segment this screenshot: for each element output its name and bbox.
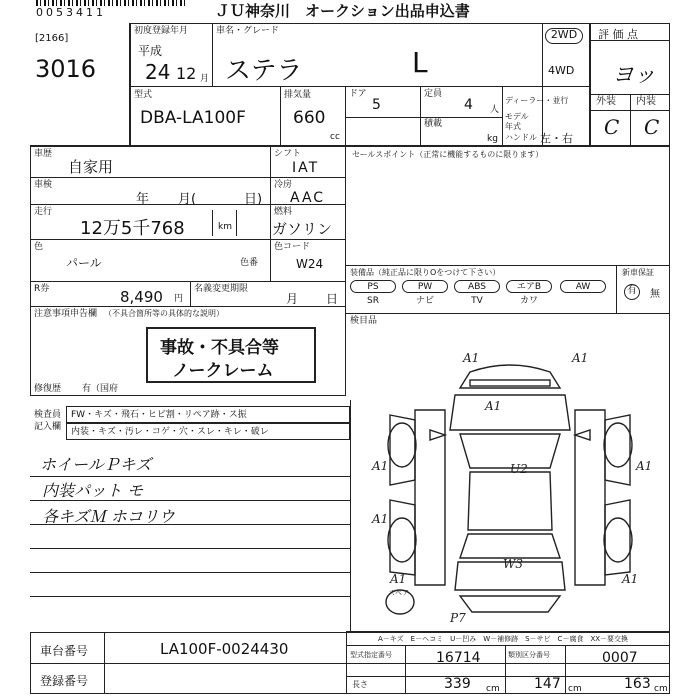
diagram-label: 検目品 xyxy=(350,316,378,326)
length-label: 長さ xyxy=(352,680,368,689)
inspection-label: 車検 xyxy=(34,180,53,190)
doors: 5 xyxy=(372,97,381,113)
aircon-label: 冷房 xyxy=(274,180,293,190)
equipment-item: ABS xyxy=(454,280,500,293)
diagram-mark-a-left-rear: A1 xyxy=(372,512,389,526)
length-unit: cm xyxy=(486,684,500,694)
interior-label: 内装 xyxy=(636,96,656,107)
era: 平成 xyxy=(138,44,163,58)
reg-number-label: 登録番号 xyxy=(40,674,89,688)
drive-2wd: 2WD xyxy=(545,28,583,44)
exterior-grade: C xyxy=(604,115,620,139)
height-unit: cm xyxy=(654,684,668,694)
model-year-label: モデル年式 xyxy=(505,112,529,131)
evaluation-score: ヨッ xyxy=(612,63,656,88)
width: 147 xyxy=(534,676,561,692)
diagram-mark-a-left: A1 xyxy=(372,459,389,473)
inspection-month: 月( xyxy=(178,192,197,207)
handwritten-note-3: 各キズＭ ホコリウ xyxy=(42,507,175,526)
capacity: 4 xyxy=(464,97,473,113)
shift: IAT xyxy=(292,160,320,176)
equipment-label: 装備品（純正品に限りOをつけて下さい） xyxy=(350,268,501,277)
model-type-label: 型式 xyxy=(134,90,153,100)
car-diagram xyxy=(360,340,660,630)
handle-label: ハンドル xyxy=(505,133,537,142)
diagram-mark-a-front-right: A1 xyxy=(572,351,589,365)
exterior-label: 外装 xyxy=(596,96,616,107)
color: パール xyxy=(66,256,102,270)
diagram-mark-a-rear-left: A1 xyxy=(390,572,407,586)
history-label: 車歴 xyxy=(34,149,53,159)
repair-value: 有（国府 xyxy=(82,384,119,394)
diagram-legend: A－キズ E－ヘコミ U－凹み W－補修跡 S－サビ C－腐食 XX－要交換 xyxy=(378,635,629,643)
equipment-item: PW xyxy=(402,280,448,293)
chassis-number: LA100F-0024430 xyxy=(160,640,289,658)
equipment-item: カワ xyxy=(519,296,538,306)
new-car-label: 新車保証 xyxy=(622,268,654,277)
recycle: 8,490 xyxy=(120,288,163,306)
ref2: 0007 xyxy=(602,650,638,666)
new-car-have: 有 xyxy=(624,284,640,300)
diagram-mark-a-right: A1 xyxy=(636,459,653,473)
shift-label: シフト xyxy=(274,149,302,159)
color-code-label: 色コード xyxy=(274,242,311,252)
displacement: 660 xyxy=(293,108,326,128)
doors-label: ドア xyxy=(349,89,367,99)
color-no-label: 色番 xyxy=(240,258,259,268)
diagram-mark-a-rear-right: A1 xyxy=(622,572,639,586)
car-name-label: 車名・グレード xyxy=(216,26,280,36)
accident-line1: 事故・不具合等 xyxy=(160,338,279,358)
entry-label: 記入欄 xyxy=(34,422,62,432)
name-change-label: 名義変更期限 xyxy=(194,284,249,294)
name-change-day: 日 xyxy=(326,292,339,306)
mileage-label: 走行 xyxy=(34,207,53,217)
equipment-item: ナビ xyxy=(415,296,434,306)
form-title: ＪＵ神奈川 オークション出品申込書 xyxy=(215,2,470,20)
inspection-day: 日) xyxy=(244,192,263,207)
ref2-label: 類別区分番号 xyxy=(508,651,550,659)
fw-row: FW・キズ・飛石・ヒビ割・リペア跡・ス振 xyxy=(66,406,350,423)
handle-value: 左・右 xyxy=(540,132,573,145)
fuel-label: 燃料 xyxy=(274,207,293,217)
diagram-mark-w: W3 xyxy=(503,557,523,571)
chassis-label: 車台番号 xyxy=(40,644,89,658)
ref1-label: 型式指定番号 xyxy=(350,651,392,659)
sales-point-label: セールスポイント（正常に機能するものに限ります） xyxy=(352,150,544,159)
car-name: ステラ xyxy=(225,56,303,86)
height: 163 xyxy=(624,676,651,692)
caution-label: 注意事項申告欄 xyxy=(34,309,98,319)
car-grade: L xyxy=(412,46,428,79)
accident-line2: ノークレーム xyxy=(172,361,274,381)
reg-year: 24 xyxy=(145,60,171,84)
reg-month: 12 xyxy=(176,64,197,83)
capacity-unit: 人 xyxy=(490,105,500,115)
displacement-unit: cc xyxy=(330,132,340,142)
equipment-item: AW xyxy=(560,280,606,293)
drive-4wd: 4WD xyxy=(548,64,575,77)
color-label: 色 xyxy=(34,242,44,252)
capacity-label: 定員 xyxy=(424,89,443,99)
width-unit: cm xyxy=(568,684,582,694)
aircon: AAC xyxy=(290,190,326,206)
name-change-month: 月 xyxy=(286,292,299,306)
diagram-mark-a-hood: A1 xyxy=(485,399,502,413)
caution-sub: （不具合箇所等の具体的な説明） xyxy=(104,309,224,318)
handwritten-note-1: ホイールＰキズ xyxy=(40,455,152,474)
diagram-mark-u: U2 xyxy=(510,462,528,476)
lot-number: 3016 xyxy=(35,55,97,83)
inspection-year: 年 xyxy=(136,192,150,207)
diagram-mark-p: P7 xyxy=(450,611,466,625)
mileage: 12万5千768 xyxy=(80,218,185,239)
equipment-item: SR xyxy=(367,296,379,306)
interior-grade: C xyxy=(644,115,660,139)
history: 自家用 xyxy=(68,158,114,176)
lot-code: [2166] xyxy=(35,33,69,44)
diagram-mark-a-front-left: A1 xyxy=(463,351,480,365)
handwritten-note-2: 内装パット モ xyxy=(42,481,144,500)
first-reg-label: 初度登録年月 xyxy=(134,26,189,36)
new-car-none: 無 xyxy=(650,289,660,300)
reg-month-unit: 月 xyxy=(200,74,210,84)
equipment-item: エアB xyxy=(506,280,552,293)
equipment-item: TV xyxy=(471,296,483,306)
repair-label: 修復歴 xyxy=(34,384,62,394)
weight-unit: kg xyxy=(487,134,498,144)
length: 339 xyxy=(444,676,471,692)
ref1: 16714 xyxy=(436,650,481,666)
interior-row: 内装・キズ・汚レ・コゲ・穴・スレ・キレ・破レ xyxy=(66,423,350,440)
color-code: W24 xyxy=(296,257,324,271)
displacement-label: 排気量 xyxy=(284,90,312,100)
equipment-item: PS xyxy=(350,280,396,293)
barcode-number: 0053411 xyxy=(36,6,106,19)
capacity-note: 積載 xyxy=(424,119,443,129)
fuel: ガソリン xyxy=(272,220,333,238)
spare-label: スペア xyxy=(388,589,409,597)
model-type: DBA-LA100F xyxy=(140,108,246,128)
recycle-unit: 円 xyxy=(174,294,184,304)
evaluation-label: 評 価 点 xyxy=(598,28,638,41)
dealer-label: ディーラー・並行 xyxy=(505,96,569,105)
mileage-unit: km xyxy=(218,222,232,232)
inspector-label: 検査員 xyxy=(34,410,62,420)
recycle-label: R券 xyxy=(34,284,50,294)
